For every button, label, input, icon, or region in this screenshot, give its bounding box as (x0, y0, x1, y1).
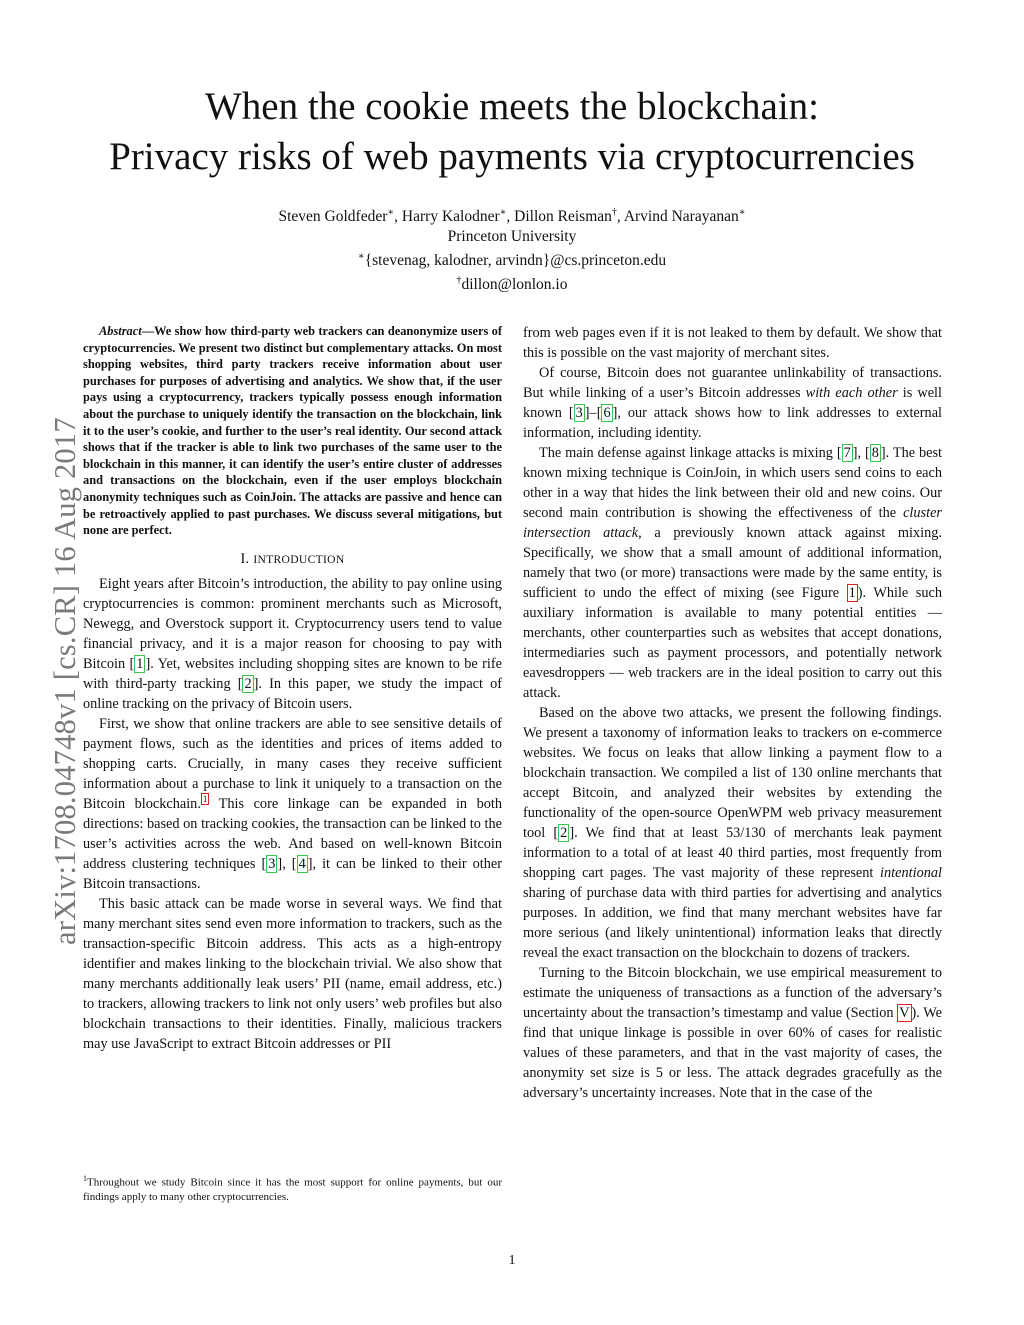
paragraph: Of course, Bitcoin does not guarantee unlinkability of transactions. But while linking of a user’s Bitcoin addresses with each other is well known [ 3 ]–[ 6 ], our attack shows how to link addresses to external information, including identity. (523, 365, 943, 441)
citation-link[interactable]: 2 (560, 825, 568, 841)
author-name: Harry Kalodner (401, 208, 500, 226)
paragraph: This basic attack can be made worse in several ways. We find that many merchant sites send even more information to trackers, such as the transaction-specific Bitcoin address. This acts as a high-entropy identifier and makes linking to the blockchain trivial. We also show that many merchants additionally leak users’ PII (name, email address, etc.) to trackers, allowing trackers to link not only users’ web profiles but also blockchain transactions to their identities. Finally, malicious trackers may use JavaScript to extract Bitcoin addresses or PII (83, 895, 502, 1052)
title-line-2: Privacy risks of web payments via cryptocurrencies (109, 135, 915, 178)
author-name: Arvind Narayanan (623, 208, 739, 226)
paper-title (0, 82, 1024, 182)
section-heading: I. INTRODUCTION (240, 550, 345, 567)
citation-link[interactable]: 4 (298, 855, 306, 872)
paragraph: First, we show that online trackers are able to see sensitive details of payment flows, such as the identities and prices of items added to shopping carts. Crucially, in many cases they receive sufficient information about a purchase to link it uniquely to a transaction on the Bitcoin blockchain. $^1$ This core linkage can be expanded in both directions: based on tracking cookies, the transaction can be linked to the user’s activities across the web. And based on well-known Bitcoin address clustering techniques [ 3 ], [ 4 ], it can be linked to their other Bitcoin transactions. (83, 715, 502, 892)
citation-link[interactable]: 7 (843, 445, 851, 461)
author-list: Steven Goldfeder∗, Harry Kalodner∗, Dillon Reisman†, Arvind Narayanan∗ (278, 207, 746, 226)
author-name: Steven Goldfeder (278, 208, 388, 226)
author-name: Dillon Reisman (514, 208, 612, 226)
page-number: 1 (508, 1253, 516, 1268)
email-line-2: †dillon@lonlon.io (456, 275, 568, 294)
paragraph: from web pages even if it is not leaked to them by default. We show that this is possible on the vast majority of merchant sites. (523, 325, 942, 361)
citation-link[interactable]: 3 (575, 405, 583, 421)
abstract: Abstract—We show how third-party web trackers can deanonymize users of cryptocurrencies. We present two distinct but complementary attacks. On most shopping websites, third party trackers receive information about user purchases for purposes of advertising and analytics. We show that, if the user pays using a cryptocurrency, trackers typically possess enough information about the purchase to uniquely identify the transaction on the blockchain, link it to the user’s cookie, and further to the user’s real identity. Our second attack shows that if the tracker is able to link two purchases of the same user to the blockchain in this manner, it can identify the user’s entire cluster of addresses and transactions on the blockchain, even if the user employs blockchain anonymity techniques such as CoinJoin. The attacks are passive and hence can be retroactively applied to past purchases. We discuss several mitigations, but none are perfect. (83, 324, 502, 538)
paragraph: Eight years after Bitcoin’s introduction, the ability to pay online using cryptocurrencies is common: prominent merchants such as Microsoft, Newegg, and Overstock support it. Cryptocurrency users tend to value financial privacy, and it is a major reason for choosing to pay with Bitcoin [ 1 ]. Yet, websites including shopping sites are known to be rife with third-party tracking [ 2 ]. In this paper, we study the impact of online tracking on the privacy of Bitcoin users. (83, 575, 503, 712)
section-link[interactable]: V (899, 1005, 910, 1021)
citation-link[interactable]: 1 (136, 655, 144, 672)
citation-link[interactable]: 6 (603, 405, 611, 421)
paragraph: Turning to the Bitcoin blockchain, we use empirical measurement to estimate the uniqueness of transactions as a function of the adversary’s uncertainty about the transaction’s timestamp and value (Section V ). We find that unique linkage is possible in over 60% of cases for realistic values of these parameters, and that in the vast majority of cases, the anonymity set size is 5 or less. The attack degrades gracefully as the adversary’s uncertainty increases. Note that in the case of the (523, 965, 942, 1101)
email-line-1: ∗{stevenag, kalodner, arvindn}@cs.princeton.edu (357, 251, 667, 270)
title-line-1: When the cookie meets the blockchain: (204, 85, 820, 128)
citation-link[interactable]: 3 (268, 855, 276, 872)
affiliation: Princeton University (447, 228, 577, 246)
abstract-label: Abstract (99, 324, 142, 338)
figure-link[interactable]: 1 (848, 585, 856, 601)
right-column (523, 323, 942, 1103)
paragraph: Based on the above two attacks, we present the following findings. We present a taxonomy of information leaks to trackers on e-commerce websites. We focus on leaks that allow linking a payment flow to a blockchain transaction. We compiled a list of 130 online merchants that accept Bitcoin, and analyzed their websites by extending the functionality of the open-source OpenWPM web privacy measurement tool [ 2 ]. We find that at least 53/130 of merchants leak payment information to a total of at least 40 third parties, most frequently from shopping cart pages. The vast majority of these represent intentional sharing of purchase data with third parties for advertising and analytics purposes. In addition, we find that many merchant websites have far more serious (and likely unintentional) information leaks that directly reveal the exact transaction on the blockchain to dozens of trackers. (523, 705, 943, 961)
arxiv-identifier: arXiv:1708.04748v1 [cs.CR] 16 Aug 2017 (48, 417, 82, 945)
left-column (83, 323, 502, 1054)
citation-link[interactable]: 2 (244, 675, 252, 692)
author-block (0, 203, 1024, 295)
footnote-link[interactable]: 1 (202, 793, 208, 804)
abstract-text: We show how third-party web trackers can deanonymize users of cryptocurrencies. We present two distinct but complementary attacks. On most shopping websites, third party trackers receive information about user purchases for purposes of advertising and analytics. We show that, if the user pays using a cryptocurrency, trackers typically possess enough information about the purchase to uniquely identify the transaction on the blockchain, link it to the user’s cookie, and further to the user’s real identity. Our second attack shows that if the tracker is able to link two purchases of the same user to the blockchain in this manner, it can identify the user’s entire cluster of addresses and transactions on the blockchain, even if the user employs blockchain anonymity techniques such as CoinJoin. The attacks are passive and hence can be retroactively applied to past purchases. We discuss several mitigations, but none are perfect. (83, 324, 502, 538)
citation-link[interactable]: 8 (871, 445, 879, 461)
paragraph: The main defense against linkage attacks is mixing [ 7 ], [ 8 ]. The best known mixing technique is CoinJoin, in which users send coins to each other in a way that hides the link between their old and new coins. Our second main contribution is showing the effectiveness of the cluster intersection attack, a previously known attack against mixing. Specifically, we show that a small amount of additional information, namely that two (or more) transactions were made by the same entity, is sufficient to undo the effect of mixing (see Figure 1 ). While such auxiliary information is available to many potential entities — merchants, other counterparties such as websites that accept donations, intermediaries such as payment processors, and potentially network eavesdroppers — web trackers are in the ideal position to carry out this attack. (523, 445, 942, 701)
footnote: $^1$Throughout we study Bitcoin since it has the most support for online payments, but our findings apply to many other cryptocurrencies. (83, 1174, 502, 1203)
